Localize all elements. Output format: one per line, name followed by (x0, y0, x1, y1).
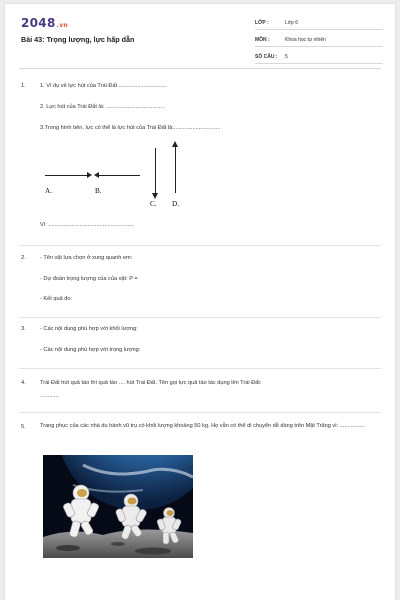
question-3-number: 3. (21, 326, 26, 332)
meta-row-question-count (255, 50, 383, 64)
question-1-reason: Vì: ....................................................... (40, 222, 134, 228)
astronauts-photo (43, 455, 193, 558)
question-4-number: 4. (21, 380, 26, 386)
question-3-line-1: - Các nội dung phù hợp với khối lượng: (40, 326, 138, 332)
arrow-label-b: B. (95, 187, 102, 195)
question-2-number: 2. (21, 255, 26, 261)
meta-key: MÔN : (255, 36, 270, 43)
question-5-number: 5. (21, 424, 26, 430)
site-logo[interactable] (21, 16, 68, 30)
question-2-line-1: - Tên vật lựa chọn ở xung quanh em: (40, 255, 133, 261)
meta-row-class (255, 16, 383, 30)
question-1-line-2: 2. Lực hút của Trái Đất là: ...................................... (40, 104, 165, 110)
section-divider (19, 317, 381, 318)
lesson-title: Bài 43: Trọng lượng, lực hấp dẫn (21, 35, 135, 44)
question-2-line-2: - Dự đoán trọng lượng của của vật: P = (40, 276, 138, 282)
meta-value: 5 (285, 53, 288, 60)
worksheet-meta (255, 16, 383, 67)
arrow-d-shaft (175, 147, 176, 193)
question-5-text: Trang phục của các nhà du hành vũ trụ có khối lượng khoảng 50 kg. Họ vẫn có thể di chuyển dễ dàng trên Mặt Trăng vì: ................ (40, 423, 365, 429)
arrow-a-shaft (45, 175, 87, 176)
worksheet-page (5, 4, 395, 600)
question-1-line-3: 3.Trong hình bên, lực có thể là lực hút của Trái Đất là:.............................. (40, 125, 221, 131)
arrow-label-c: C. (150, 200, 157, 208)
question-2-line-3: - Kết quả đo: (40, 296, 73, 302)
astronauts-on-moon-icon (43, 455, 193, 558)
arrow-label-a: A. (45, 187, 52, 195)
question-4-line-1: Trái Đất hút quả táo thì quả táo .... hút Trái Đất. Tên gọi lực quả táo tác dụng lên Trái Đất: (40, 380, 262, 386)
section-divider (19, 412, 381, 413)
arrow-c-head-icon (152, 193, 158, 199)
meta-key: SỐ CÂU : (255, 53, 278, 60)
question-1-number: 1. (21, 83, 26, 89)
meta-value: Lớp 6 (285, 19, 299, 26)
question-1-line-1: 1. Ví dụ về lực hút của Trái Đất ............................... (40, 83, 167, 89)
header-divider (19, 68, 381, 69)
arrow-b-shaft (99, 175, 140, 176)
question-4-line-2: ............ (40, 393, 59, 399)
meta-key: LỚP : (255, 19, 269, 26)
section-divider (19, 368, 381, 369)
logo-suffix-text: .vn (56, 22, 68, 29)
section-divider (19, 245, 381, 246)
question-3-line-2: - Các nội dung phù hợp với trọng lượng: (40, 347, 141, 353)
logo-main-text: 2048 (21, 16, 56, 30)
arrow-c-shaft (155, 148, 156, 193)
meta-row-subject (255, 33, 383, 47)
meta-value: Khoa học tự nhiên (285, 36, 326, 43)
arrow-a-head-icon (87, 172, 92, 178)
arrow-label-d: D. (172, 200, 179, 208)
